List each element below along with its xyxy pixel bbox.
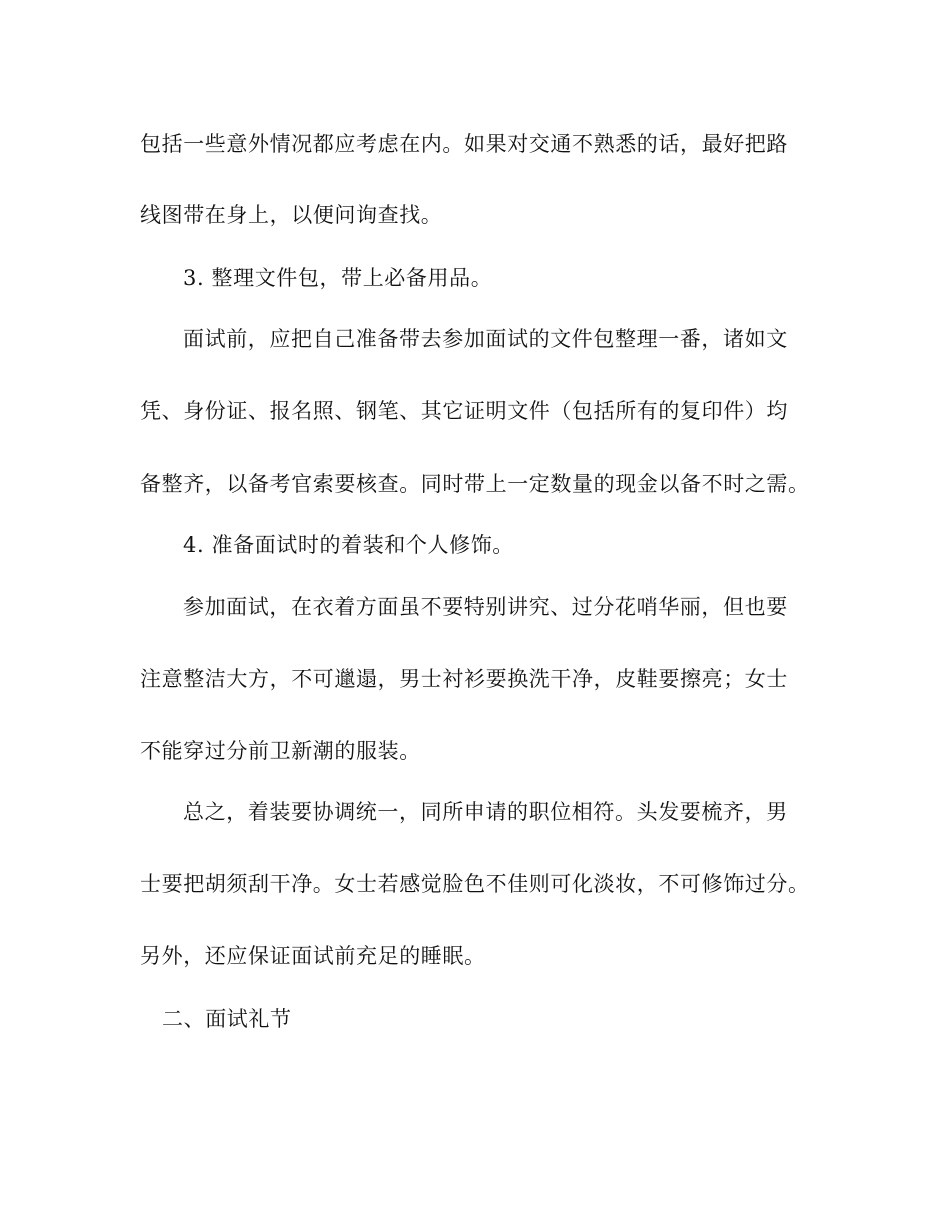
paragraph-line: 凭、身份证、报名照、钢笔、其它证明文件（包括所有的复印件）均	[140, 399, 788, 423]
paragraph-line: 另外，还应保证面试前充足的睡眠。	[140, 944, 486, 968]
paragraph-line: 士要把胡须刮干净。女士若感觉脸色不佳则可化淡妆，不可修饰过分。	[140, 872, 810, 896]
paragraph-line: 线图带在身上，以便问询查找。	[140, 203, 443, 227]
paragraph-line: 不能穿过分前卫新潮的服装。	[140, 739, 421, 763]
section-item-heading: 4. 准备面试时的着装和个人修饰。	[183, 533, 514, 557]
section-item-heading: 3. 整理文件包，带上必备用品。	[183, 266, 493, 290]
paragraph-line: 面试前，应把自己准备带去参加面试的文件包整理一番，诸如文	[183, 327, 788, 351]
paragraph-line: 总之，着装要协调统一，同所申请的职位相符。头发要梳齐，男	[183, 800, 788, 824]
section-heading: 二、面试礼节	[162, 1007, 292, 1031]
paragraph-line: 包括一些意外情况都应考虑在内。如果对交通不熟悉的话，最好把路	[140, 132, 788, 156]
paragraph-line: 备整齐，以备考官索要核查。同时带上一定数量的现金以备不时之需。	[140, 472, 810, 496]
paragraph-line: 注意整洁大方，不可邋遢，男士衬衫要换洗干净，皮鞋要擦亮；女士	[140, 667, 788, 691]
paragraph-line: 参加面试，在衣着方面虽不要特别讲究、过分花哨华丽，但也要	[183, 595, 788, 619]
